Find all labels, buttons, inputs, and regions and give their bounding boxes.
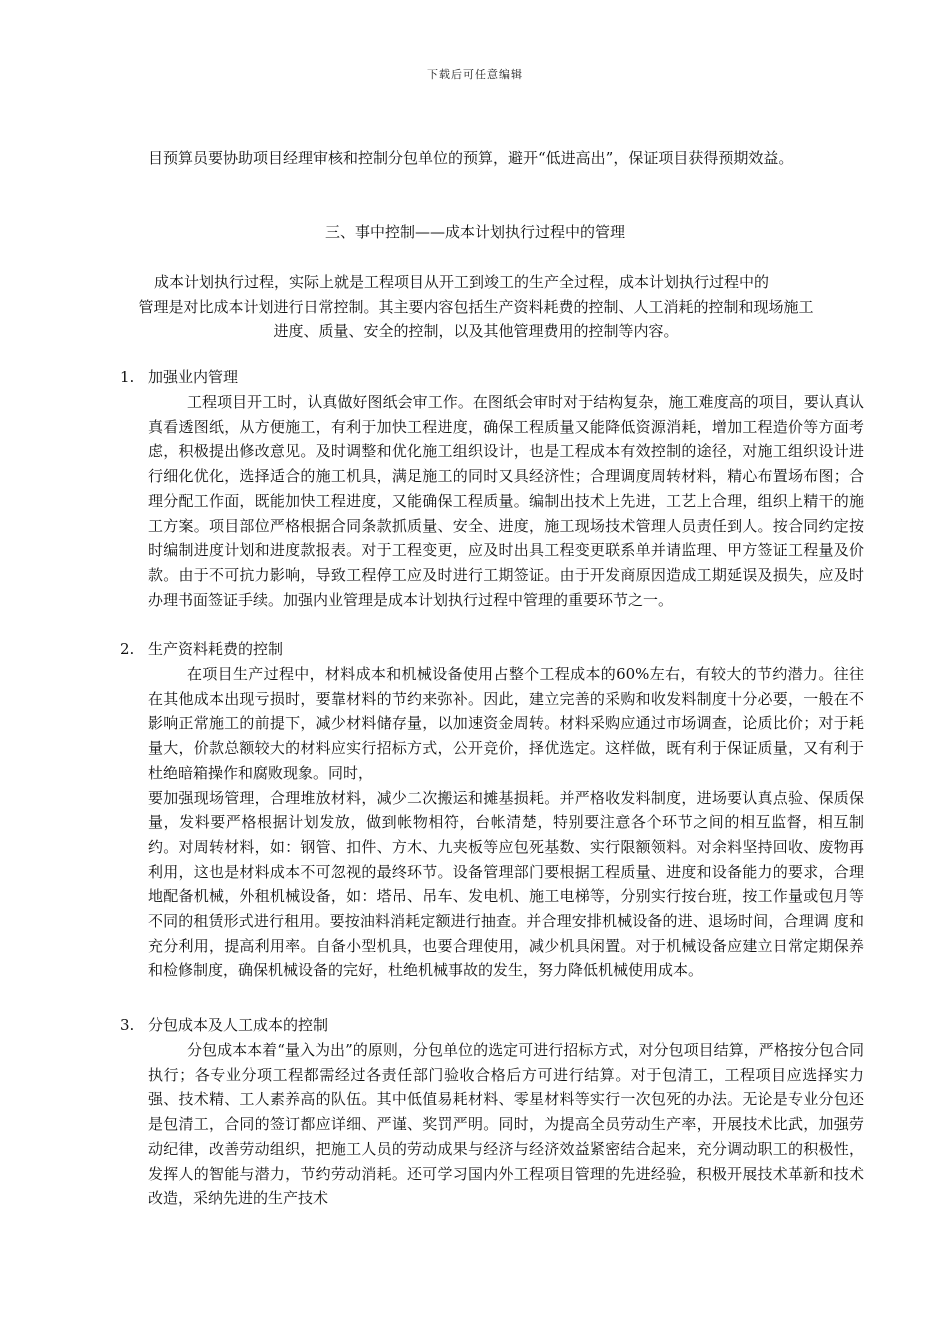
section-1 — [120, 365, 864, 612]
section-3-title — [120, 1013, 864, 1038]
section-2-paragraph-1: 在项目生产过程中，材料成本和机械设备使用占整个工程成本的60%左右，有较大的节约潜力。往往在其他成本出现亏损时，要靠材料的节约来弥补。因此，建立完善的采购和收发料制度十分必要，一般在不影响正常施工的前提下，减少材料储存量，以加速资金周转。材料采购应通过市场调查，论质比价；对于耗量大，价款总额较大的材料应实行招标方式，公开竞价，择优选定。这样做，既有利于保证质量，又有利于杜绝暗箱操作和腐败现象。同时， — [148, 665, 864, 782]
overview-line-1: 成本计划执行过程，实际上就是工程项目从开工到竣工的生产全过程，成本计划执行过程中的 — [154, 273, 770, 291]
section-1-number: 1. — [120, 368, 135, 386]
section-3-number: 3. — [120, 1016, 135, 1034]
section-2-title — [120, 637, 864, 662]
section-2-paragraph-2: 要加强现场管理，合理堆放材料，减少二次搬运和摊基损耗。并严格收发料制度，进场要认真点验、保质保量，发料要严格根据计划发放，做到帐物相符，台帐清楚，特别要注意各个环节之间的相互监督，相互制约。对周转材料，如：钢管、扣件、方木、九夹板等应包死基数、实行限额领料。对余料坚持回收、废物再利用，这也是材料成本不可忽视的最终环节。设备管理部门要根据工程质量、进度和设备能力的要求，合理地配备机械，外租机械设备，如：塔吊、吊车、发电机、施工电梯等，分别实行按台班，按工作量或包月等不同的租赁形式进行租用。要按油料消耗定额进行抽查。并合理安排机械设备的进、退场时间，合理调 度和充分利用，提高利用率。自备小型机具，也要合理使用，减少机具闲置。对于机械设备应建立日常定期保养和检修制度，确保机械设备的完好，杜绝机械事故的发生，努力降低机械使用成本。 — [148, 788, 864, 980]
section-2-number: 2. — [120, 640, 135, 658]
header-note: 下载后可任意编辑 — [427, 68, 523, 81]
section-3-paragraph: 分包成本本着“量入为出”的原则，分包单位的选定可进行招标方式，对分包项目结算，严格按分包合同执行；各专业分项工程都需经过各责任部门验收合格后方可进行结算。对于包清工，工程项目应选择实力强、技术精、工人素养高的队伍。其中低值易耗材料、零星材料等实行一次包死的办法。无论是专业分包还是包清工，合同的签订都应详细、严谨、奖罚严明。同时，为提高全员劳动生产率，开展技术比武，加强劳动纪律，改善劳动组织，把施工人员的劳动成果与经济与经济效益紧密结合起来，充分调动职工的积极性，发挥人的智能与潜力，节约劳动消耗。还可学习国内外工程项目管理的先进经验，积极开展技术革新和技术改造，采纳先进的生产技术 — [148, 1041, 864, 1208]
overview-line-3: 进度、质量、安全的控制，以及其他管理费用的控制等内容。 — [273, 322, 679, 340]
section-3-body — [120, 1038, 864, 1211]
section-1-title — [120, 365, 864, 390]
section-3-title-text: 分包成本及人工成本的控制 — [148, 1016, 329, 1034]
section-1-body — [120, 390, 864, 612]
section-heading: 三、事中控制——成本计划执行过程中的管理 — [324, 223, 625, 241]
overview-line-2: 管理是对比成本计划进行日常控制。其主要内容包括生产资料耗费的控制、人工消耗的控制和现场施工 — [138, 297, 814, 316]
section-2-body — [120, 662, 864, 983]
intro-paragraph: 目预算员要协助项目经理审核和控制分包单位的预算，避开“低进高出”，保证项目获得预期效益。 — [148, 149, 794, 167]
overview-paragraph — [96, 270, 856, 344]
section-3 — [120, 1013, 864, 1211]
section-2 — [120, 637, 864, 983]
section-2-title-text: 生产资料耗费的控制 — [148, 640, 284, 658]
section-1-paragraph: 工程项目开工时，认真做好图纸会审工作。在图纸会审时对于结构复杂，施工难度高的项目，要认真认真看透图纸，从方便施工，有利于加快工程进度，确保工程质量又能降低资源消耗，增加工程造价等方面考虑，积极提出修改意见。及时调整和优化施工组织设计，也是工程成本有效控制的途径，对施工组织设计进行细化优化，选择适合的施工机具，满足施工的同时又具经济性；合理调度周转材料，精心布置场布图；合理分配工作面，既能加快工程进度，又能确保工程质量。编制出技术上先进，工艺上合理，组织上精干的施工方案。项目部位严格根据合同条款抓质量、安全、进度，施工现场技术管理人员责任到人。按合同约定按时编制进度计划和进度款报表。对于工程变更，应及时出具工程变更联系单并请监理、甲方签证工程量及价款。由于不可抗力影响，导致工程停工应及时进行工期签证。由于开发商原因造成工期延误及损失，应及时办理书面签证手续。加强内业管理是成本计划执行过程中管理的重要环节之一。 — [148, 393, 864, 609]
section-1-title-text: 加强业内管理 — [148, 368, 239, 386]
